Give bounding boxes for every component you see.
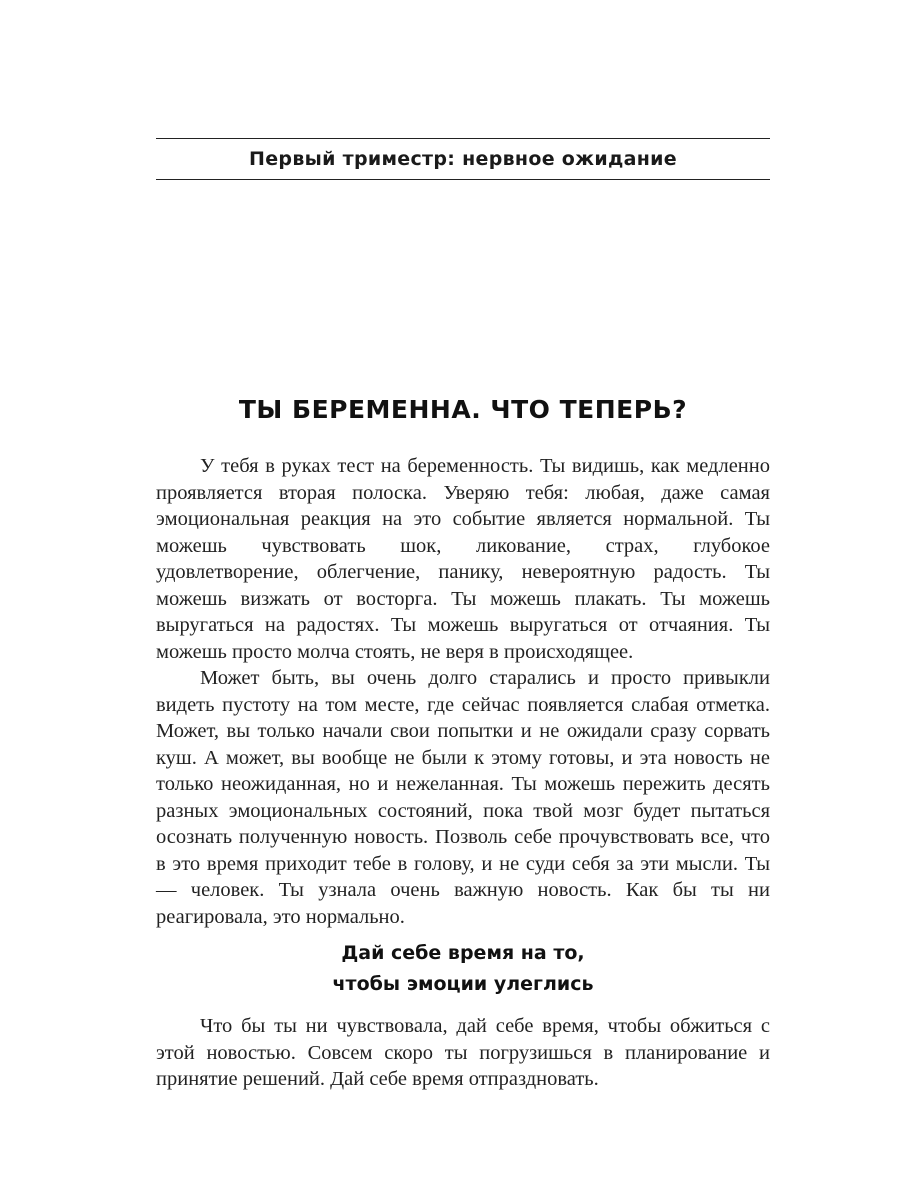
body-text-after-subheading	[156, 1013, 770, 1093]
paragraph: Что бы ты ни чувствовала, дай себе время, чтобы обжиться с этой новостью. Совсем скоро ты погрузишься в планирование и принятие решений. Дай себе время отпраздновать.	[156, 1015, 770, 1090]
running-head: Первый триместр: нервное ожидание	[249, 148, 677, 170]
paragraph: Может быть, вы очень долго старались и просто привыкли видеть пустоту на том месте, где сейчас появляется слабая отметка. Может, вы только начали свои попытки и не ожидали сразу сорвать куш. А может, вы вообще не были к этому готовы, и эта новость не только неожиданная, но и нежеланная. Ты можешь пережить десять разных эмоциональных состояний, пока твой мозг будет пытаться осознать полученную новость. Позволь себе прочувствовать все, что в это время приходит тебе в голову, и не суди себя за эти мысли. Ты — человек. Ты узнала очень важную новость. Как бы ты ни реагировала, это нормально.	[156, 667, 770, 928]
section-subheading	[156, 938, 770, 1000]
body-text	[156, 453, 770, 930]
subheading-line: чтобы эмоции улеглись	[332, 973, 594, 995]
paragraph: У тебя в руках тест на беременность. Ты видишь, как медленно проявляется вторая полоска. Уверяю тебя: любая, даже самая эмоциональная реакция на это событие является нормальной. Ты можешь чувствовать шок, ликование, страх, глубокое удовлетворение, облегчение, панику, невероятную радость. Ты можешь визжать от восторга. Ты можешь плакать. Ты можешь выругаться на радостях. Ты можешь выругаться от отчаяния. Ты можешь просто молча стоять, не веря в происходящее.	[156, 455, 770, 663]
header-rule-top	[156, 138, 770, 139]
header-rule-bottom	[156, 179, 770, 180]
subheading-line: Дай себе время на то,	[341, 942, 585, 964]
chapter-title: ТЫ БЕРЕМЕННА. ЧТО ТЕПЕРЬ?	[238, 395, 688, 424]
